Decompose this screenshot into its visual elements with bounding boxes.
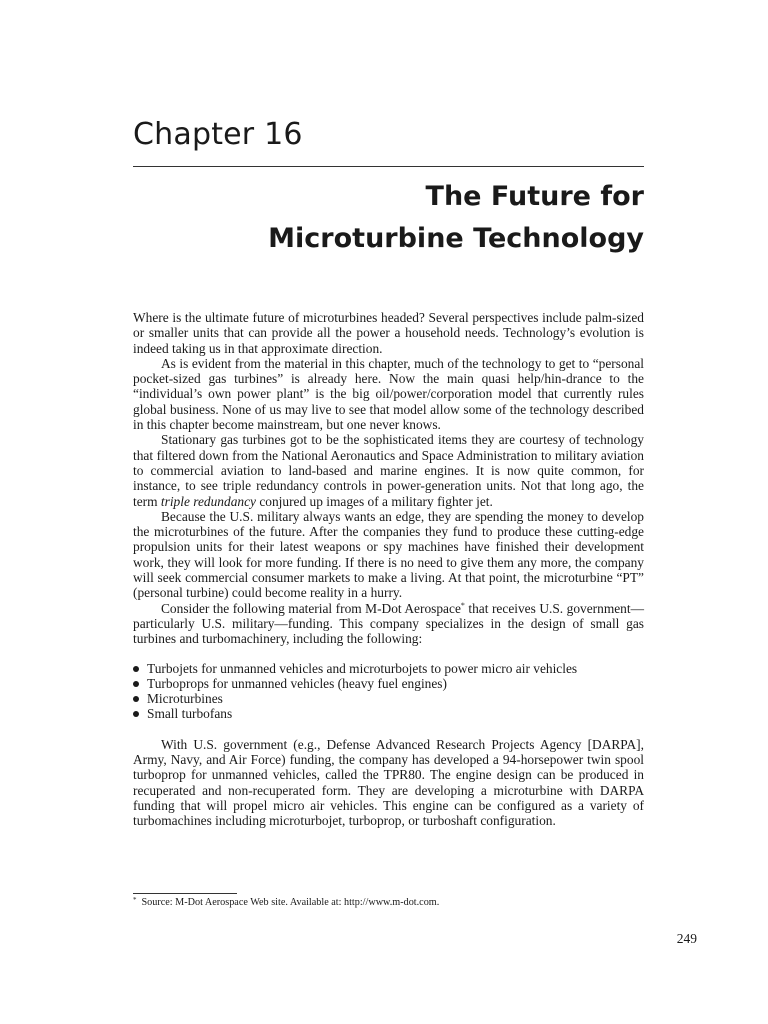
paragraph-text: Consider the following material from M-Dot Aerospace <box>161 600 461 616</box>
paragraph <box>133 601 644 647</box>
list-item-text: Turboprops for unmanned vehicles (heavy fuel engines) <box>147 675 447 691</box>
body-text <box>133 310 644 829</box>
footnote-divider <box>133 893 237 894</box>
paragraph: Because the U.S. military always wants an edge, they are spending the money to develop the microturbines of the future. After the companies they fund to produce these cutting-edge propulsion units for their latest weapons or spy machines have finished their development work, they will look for more funding. If there is no need to give them any more, the company will seek commercial consumer markets to make a living. At that point, the microturbine “PT” (personal turbine) could become reality in a hurry. <box>133 508 644 601</box>
page-number: 249 <box>676 931 697 946</box>
chapter-divider <box>133 166 644 167</box>
emphasis-term: triple redundancy <box>160 493 256 509</box>
chapter-title <box>268 176 644 260</box>
bullet-icon <box>133 696 139 702</box>
paragraph-text: conjured up images of a military fighter jet. <box>255 493 493 509</box>
list-item-text: Turbojets for unmanned vehicles and microturbojets to power micro air vehicles <box>147 660 578 676</box>
bullet-icon <box>133 666 139 672</box>
footnote-text: Source: M-Dot Aerospace Web site. Available at: http://www.m-dot.com. <box>141 897 440 908</box>
paragraph: With U.S. government (e.g., Defense Advanced Research Projects Agency [DARPA], Army, Navy, and Air Force) funding, the company has developed a 94-horsepower twin spool turboprop for unmanned vehicles, called the TPR80. The engine design can be produced in recuperated and non-recuperated form. They are developing a microturbine with DARPA funding that will propel micro air vehicles. This engine can be configured as a variety of turbomachines including microturbojet, turboprop, or turboshaft configuration. <box>133 736 644 829</box>
paragraph: Where is the ultimate future of microturbines headed? Several perspectives include palm-sized or smaller units that can provide all the power a household needs. Technology’s evolution is indeed taking us in that approximate direction. <box>133 310 644 356</box>
list-item-text: Microturbines <box>147 691 223 707</box>
footnote-reference: * <box>460 600 465 610</box>
footnote <box>133 897 439 909</box>
paragraph: As is evident from the material in this chapter, much of the technology to get to “personal pocket-sized gas turbines” is already here. Now the main quasi help/hin-drance to the “individual’s own power plant” is the big oil/power/corporation model that currently rules global business. None of us may live to see that model allow some of the technology described in this chapter become mainstream, but one never knows. <box>133 355 644 433</box>
chapter-title-line-2: Microturbine Technology <box>268 223 644 254</box>
bullet-list <box>133 661 644 722</box>
paragraph <box>133 432 644 508</box>
bullet-icon <box>133 681 139 687</box>
paragraph-text: that receives U.S. government—particularly U.S. military—funding. This company specializes in the design of small gas turbines and turbomachinery, including the following: <box>133 600 644 647</box>
list-item <box>133 676 644 691</box>
chapter-title-line-1: The Future for <box>425 181 644 212</box>
paragraph-text: Stationary gas turbines got to be the sophisticated items they are courtesy of technology that filtered down from the National Aeronautics and Space Administration to military aviation to commercial aviation to land-based and marine engines. It is now quite common, for instance, to see triple redundancy controls in power-generation units. Not that long ago, the term <box>133 432 644 509</box>
list-item <box>133 661 644 676</box>
bullet-icon <box>133 711 139 717</box>
list-item <box>133 691 644 706</box>
list-item <box>133 706 644 721</box>
chapter-label: Chapter 16 <box>133 117 303 152</box>
footnote-mark: * <box>133 896 137 904</box>
list-item-text: Small turbofans <box>147 706 233 722</box>
